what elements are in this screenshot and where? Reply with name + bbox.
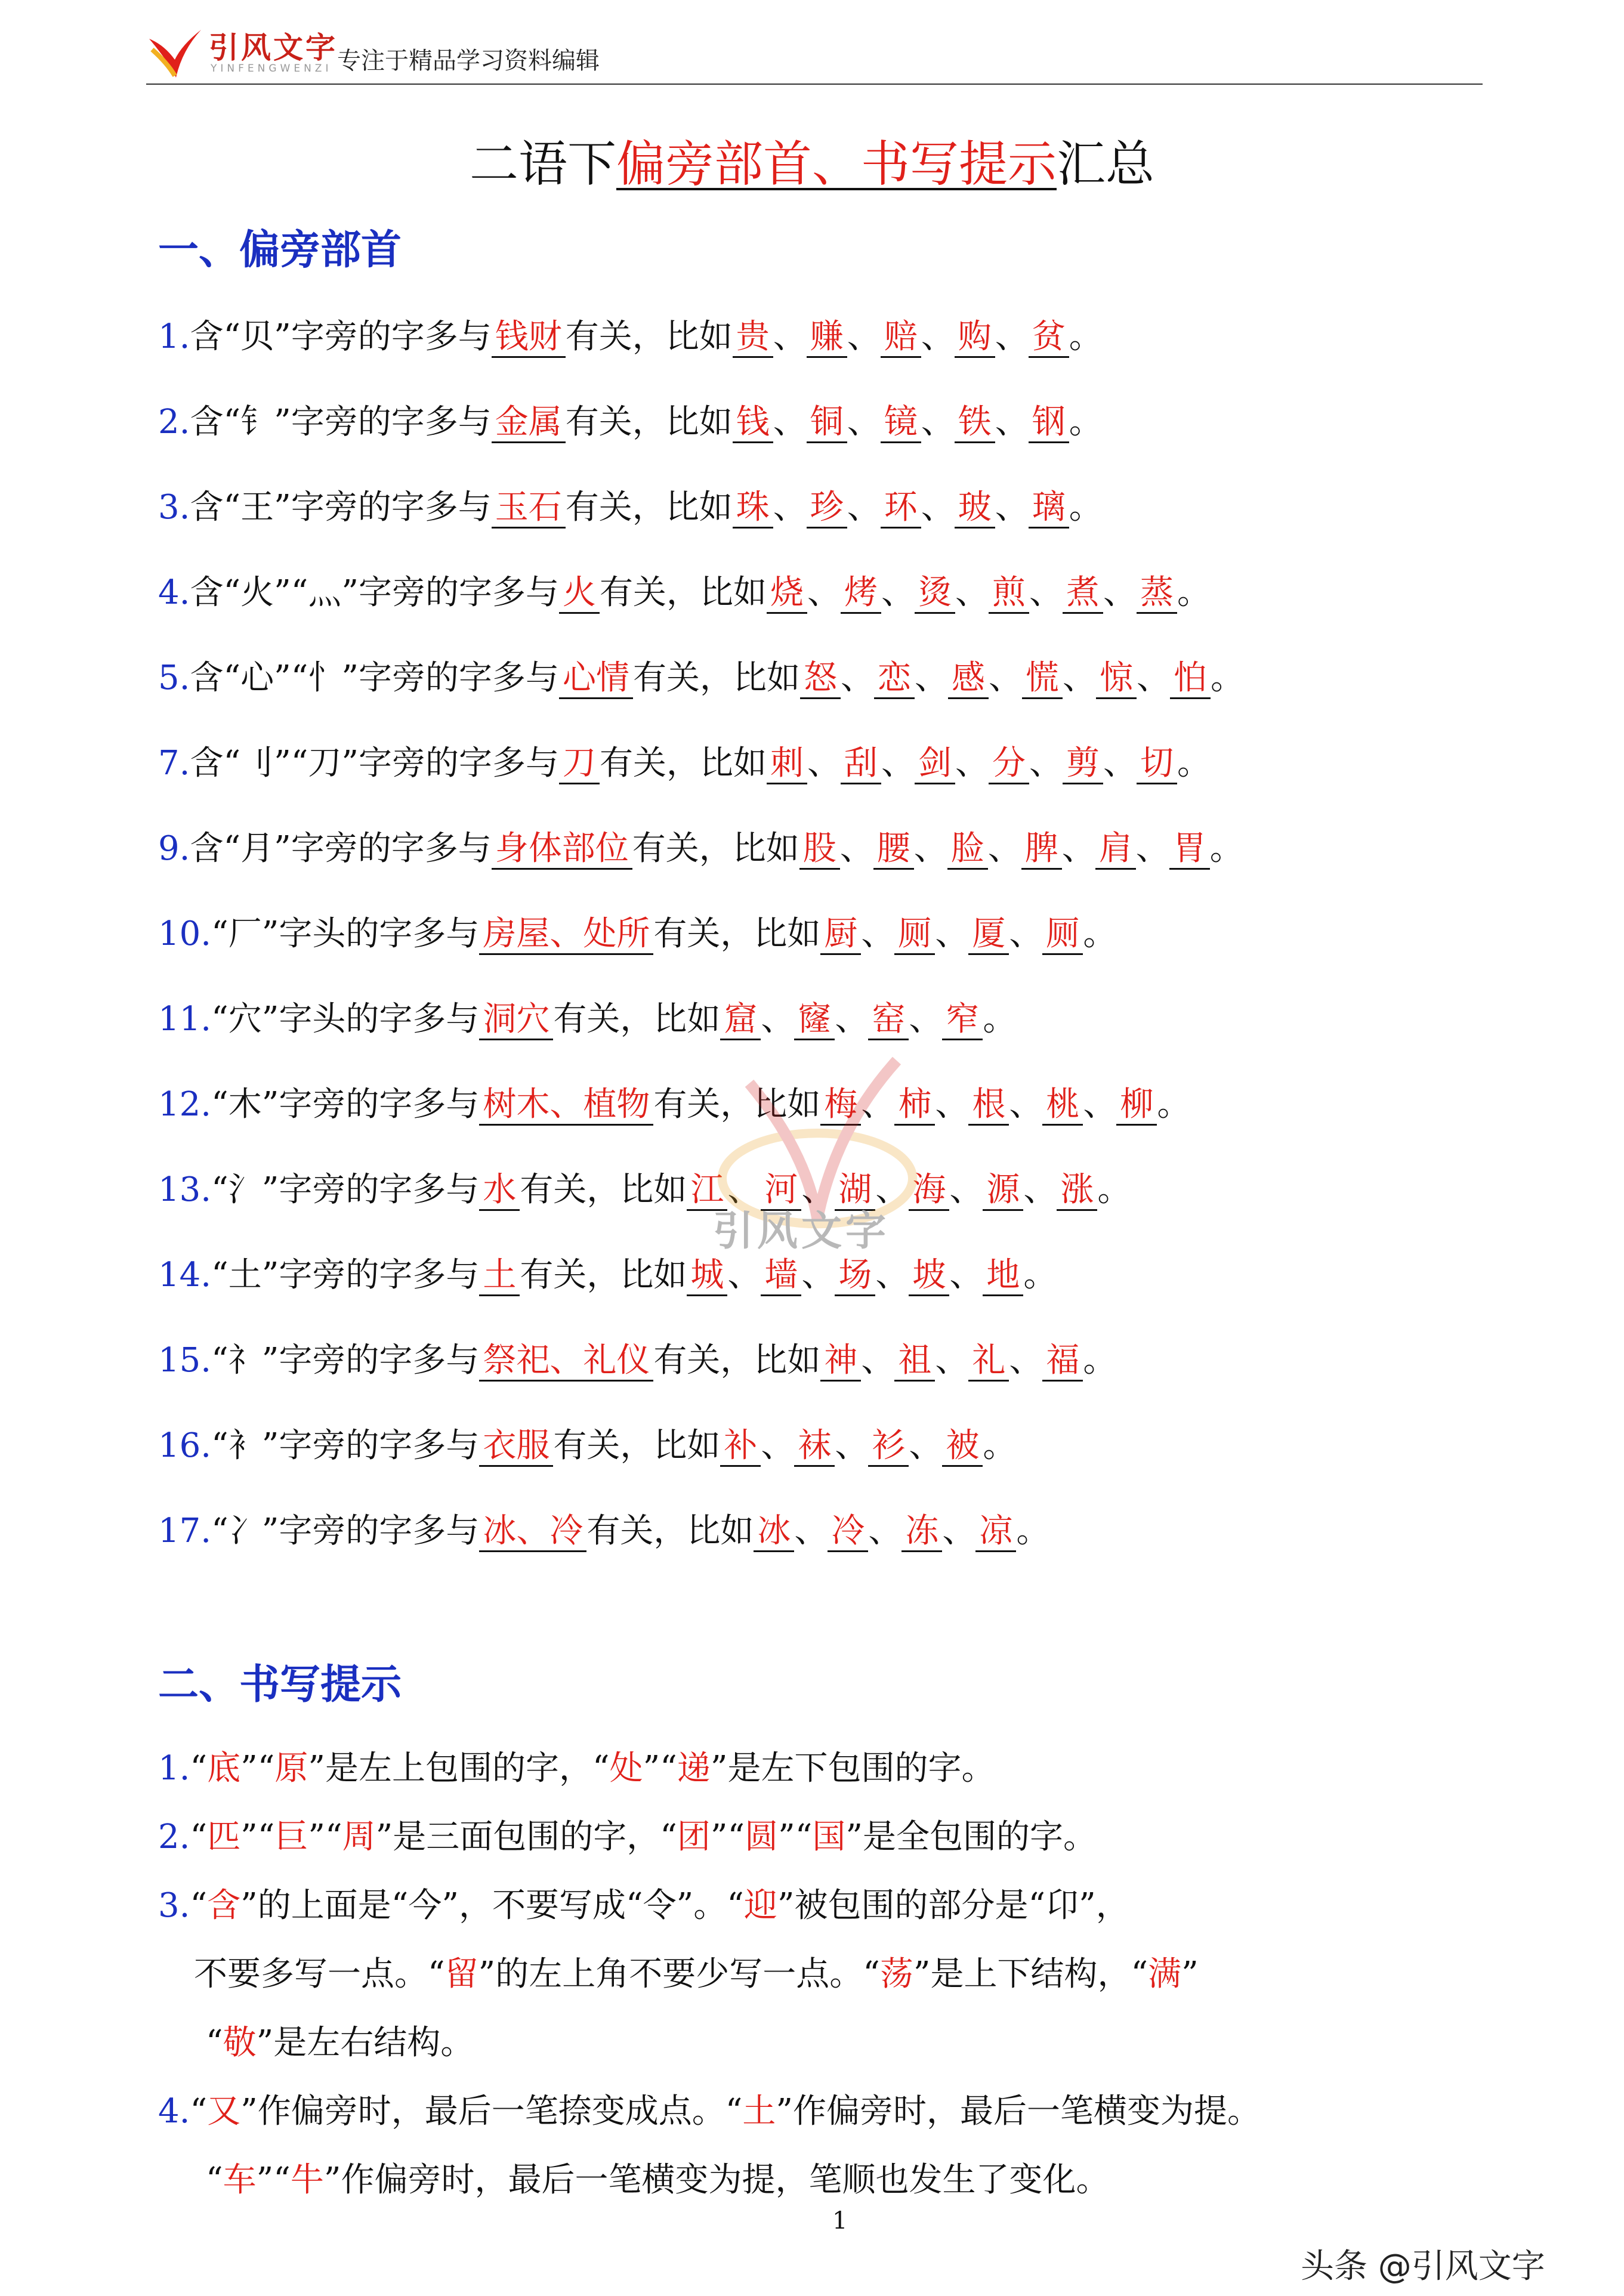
example-char: 被 (942, 1426, 983, 1467)
separator: 、 (801, 1256, 835, 1294)
separator: 、 (935, 914, 969, 953)
line-end: 。 (1083, 1341, 1117, 1380)
line-end: 。 (1016, 1512, 1050, 1550)
tip-line-1: 1.“底”“原”是左上包围的字，“处”“递”是左下包围的字。 (158, 1749, 995, 1788)
radical-line (158, 481, 1103, 529)
tip-line-3c: “敬”是左右结构。 (206, 2023, 474, 2062)
title-prefix: 二语下 (469, 136, 616, 193)
separator: 、 (807, 744, 841, 783)
brand-name: 引风文字 (209, 30, 338, 65)
example-char: 梅 (820, 1085, 861, 1126)
separator: 、 (794, 1512, 828, 1550)
tip-line-2: 2.“匹”“巨”“周”是三面包围的字，“团”“圆”“国”是全包围的字。 (158, 1818, 1097, 1856)
line-end: 。 (1157, 1085, 1191, 1124)
line-topic: 土 (479, 1256, 520, 1296)
example-char: 湖 (835, 1170, 875, 1211)
line-middle: 有关，比如 (653, 914, 821, 953)
example-char: 桃 (1042, 1085, 1083, 1126)
line-topic: 衣服 (479, 1426, 553, 1467)
line-topic: 祭祀、礼仪 (479, 1341, 653, 1382)
example-char: 厨 (820, 914, 861, 955)
example-char: 城 (687, 1256, 727, 1296)
line-middle: 有关，比如 (632, 829, 799, 868)
example-char: 柳 (1116, 1085, 1157, 1126)
line-number: 4. (158, 573, 190, 612)
line-middle: 有关，比如 (553, 1000, 721, 1039)
example-char: 地 (983, 1256, 1023, 1296)
separator: 、 (1009, 914, 1043, 953)
line-topic: 洞穴 (479, 1000, 553, 1040)
separator: 、 (1083, 1085, 1117, 1124)
line-prefix: “冫”字旁的字多与 (211, 1512, 480, 1550)
example-char: 玻 (955, 488, 995, 529)
example-char: 烧 (767, 573, 807, 614)
watermark-text: 引风文字 (713, 1208, 890, 1255)
radical-line (158, 310, 1103, 358)
tip-line-3b: 不要多写一点。“留”的左上角不要少写一点。“荡”是上下结构，“满” (194, 1955, 1199, 1994)
line-number: 10. (158, 914, 212, 953)
separator: 、 (921, 317, 955, 356)
line-end: 。 (1097, 1170, 1131, 1209)
separator: 、 (839, 829, 873, 868)
line-number: 15. (158, 1341, 212, 1380)
separator: 、 (1103, 573, 1137, 612)
separator: 、 (861, 1341, 895, 1380)
separator: 、 (995, 317, 1029, 356)
separator: 、 (847, 403, 881, 441)
line-prefix: “穴”字头的字多与 (211, 1000, 480, 1039)
separator: 、 (840, 659, 874, 697)
line-prefix: 含“王”字旁的字多与 (190, 488, 492, 527)
example-char: 钢 (1029, 403, 1069, 443)
radical-line (158, 737, 1211, 784)
example-char: 赚 (807, 317, 847, 358)
line-prefix: 含“月”字旁的字多与 (190, 829, 492, 868)
separator: 、 (1009, 1085, 1043, 1124)
line-middle: 有关，比如 (520, 1170, 687, 1209)
separator: 、 (955, 744, 989, 783)
line-prefix: “氵”字旁的字多与 (211, 1170, 480, 1209)
line-prefix: 含“火”“灬”字旁的字多与 (190, 573, 559, 612)
line-topic: 火 (559, 573, 600, 614)
separator: 、 (875, 1170, 909, 1209)
separator: 、 (949, 1170, 983, 1209)
line-middle: 有关，比如 (599, 744, 767, 783)
radical-line (158, 822, 1243, 870)
example-char: 坡 (909, 1256, 949, 1296)
example-char: 烫 (915, 573, 955, 614)
example-char: 怒 (800, 659, 841, 699)
separator: 、 (801, 1170, 835, 1209)
separator: 、 (761, 1426, 795, 1465)
line-end: 。 (1210, 659, 1244, 697)
line-number: 14. (158, 1256, 212, 1294)
separator: 、 (935, 1341, 969, 1380)
example-char: 肩 (1095, 829, 1136, 870)
brand-name-en: YINFENGWENZI (211, 63, 332, 75)
example-char: 购 (955, 317, 995, 358)
line-end: 。 (1177, 744, 1211, 783)
example-char: 股 (799, 829, 840, 870)
example-char: 怕 (1170, 659, 1211, 699)
tip-line-3a: 3.“含”的上面是“今”，不要写成“令”。“迎”被包围的部分是“卬”， (158, 1886, 1129, 1925)
example-char: 璃 (1029, 488, 1069, 529)
line-topic: 冰、冷 (479, 1512, 586, 1552)
example-char: 冷 (828, 1512, 868, 1552)
example-char: 江 (687, 1170, 727, 1211)
separator: 、 (955, 573, 989, 612)
example-char: 祖 (894, 1341, 935, 1382)
line-middle: 有关，比如 (565, 403, 733, 441)
separator: 、 (727, 1170, 761, 1209)
line-topic: 刀 (559, 744, 600, 784)
example-char: 袜 (794, 1426, 835, 1467)
line-number: 1. (158, 317, 190, 356)
line-prefix: 含“钅”字旁的字多与 (190, 403, 492, 441)
line-middle: 有关，比如 (586, 1512, 754, 1550)
example-char: 烤 (841, 573, 881, 614)
example-char: 切 (1137, 744, 1177, 784)
line-number: 5. (158, 659, 190, 697)
separator: 、 (1103, 744, 1137, 783)
separator: 、 (949, 1256, 983, 1294)
line-middle: 有关，比如 (599, 573, 767, 612)
line-middle: 有关，比如 (520, 1256, 687, 1294)
separator: 、 (913, 829, 947, 868)
line-middle: 有关，比如 (553, 1426, 721, 1465)
brand-logo-icon (146, 27, 203, 81)
example-char: 脸 (947, 829, 988, 870)
line-end: 。 (1069, 317, 1103, 356)
example-char: 窟 (720, 1000, 761, 1040)
line-number: 13. (158, 1170, 212, 1209)
line-middle: 有关，比如 (632, 659, 800, 697)
example-char: 贵 (733, 317, 773, 358)
separator: 、 (942, 1512, 976, 1550)
example-char: 恋 (874, 659, 915, 699)
line-prefix: “木”字旁的字多与 (211, 1085, 480, 1124)
line-prefix: “厂”字头的字多与 (211, 914, 480, 953)
line-prefix: “礻”字旁的字多与 (211, 1341, 480, 1380)
page-header (146, 18, 1483, 85)
line-prefix: “土”字旁的字多与 (211, 1256, 480, 1294)
line-middle: 有关，比如 (565, 317, 733, 356)
radical-line (158, 1504, 1049, 1552)
separator: 、 (807, 573, 841, 612)
separator: 、 (909, 1000, 943, 1039)
separator: 、 (773, 403, 807, 441)
example-char: 厕 (1042, 914, 1083, 955)
title-suffix: 汇总 (1057, 136, 1155, 193)
example-char: 慌 (1022, 659, 1063, 699)
line-prefix: “衤”字旁的字多与 (211, 1426, 480, 1465)
separator: 、 (1029, 744, 1063, 783)
header-tagline: 专注于精品学习资料编辑 (337, 47, 600, 75)
example-char: 胃 (1169, 829, 1210, 870)
radical-line (158, 395, 1103, 443)
example-char: 煮 (1063, 573, 1103, 614)
radical-line (158, 1163, 1131, 1211)
line-prefix: 含“心”“忄”字旁的字多与 (190, 659, 559, 697)
separator: 、 (881, 573, 915, 612)
example-char: 镜 (881, 403, 921, 443)
radical-line (158, 1078, 1190, 1126)
separator: 、 (995, 488, 1029, 527)
separator: 、 (1136, 659, 1170, 697)
example-char: 厕 (894, 914, 935, 955)
line-topic: 玉石 (492, 488, 566, 529)
line-number: 3. (158, 488, 190, 527)
example-char: 铜 (807, 403, 847, 443)
separator: 、 (861, 1085, 895, 1124)
example-char: 冻 (901, 1512, 942, 1552)
line-topic: 房屋、处所 (479, 914, 653, 955)
example-char: 刺 (767, 744, 807, 784)
line-topic: 心情 (559, 659, 633, 699)
line-number: 16. (158, 1426, 212, 1465)
example-char: 刮 (841, 744, 881, 784)
footer-brand: 头条 @引风文字 (1301, 2247, 1545, 2286)
example-char: 蒸 (1137, 573, 1177, 614)
line-number: 7. (158, 744, 190, 783)
separator: 、 (921, 488, 955, 527)
separator: 、 (995, 403, 1029, 441)
example-char: 墙 (761, 1256, 801, 1296)
separator: 、 (835, 1426, 869, 1465)
example-char: 窑 (868, 1000, 909, 1040)
example-char: 源 (983, 1170, 1023, 1211)
example-char: 福 (1042, 1341, 1083, 1382)
separator: 、 (1061, 829, 1095, 868)
separator: 、 (909, 1426, 943, 1465)
separator: 、 (773, 488, 807, 527)
separator: 、 (935, 1085, 969, 1124)
example-char: 感 (948, 659, 989, 699)
example-char: 柿 (894, 1085, 935, 1126)
example-char: 厦 (968, 914, 1009, 955)
example-char: 窄 (942, 1000, 983, 1040)
separator: 、 (914, 659, 948, 697)
line-end: 。 (1069, 403, 1103, 441)
example-char: 海 (909, 1170, 949, 1211)
separator: 、 (868, 1512, 902, 1550)
separator: 、 (1029, 573, 1063, 612)
line-middle: 有关，比如 (565, 488, 733, 527)
title-highlight: 偏旁部首、书写提示 (616, 136, 1057, 193)
separator: 、 (1023, 1170, 1057, 1209)
separator: 、 (773, 317, 807, 356)
example-char: 涨 (1057, 1170, 1097, 1211)
example-char: 钱 (733, 403, 773, 443)
line-number: 2. (158, 403, 190, 441)
example-char: 环 (881, 488, 921, 529)
line-prefix: 含“贝”字旁的字多与 (190, 317, 492, 356)
radical-line (158, 566, 1211, 614)
example-char: 衫 (868, 1426, 909, 1467)
separator: 、 (861, 914, 895, 953)
page-title (0, 125, 1624, 195)
separator: 、 (727, 1256, 761, 1294)
separator: 、 (847, 488, 881, 527)
example-char: 剑 (915, 744, 955, 784)
line-topic: 水 (479, 1170, 520, 1211)
example-char: 煎 (989, 573, 1029, 614)
radical-line (158, 993, 1016, 1040)
example-char: 河 (761, 1170, 801, 1211)
example-char: 珠 (733, 488, 773, 529)
example-char: 剪 (1063, 744, 1103, 784)
separator: 、 (835, 1000, 869, 1039)
example-char: 铁 (955, 403, 995, 443)
separator: 、 (1135, 829, 1169, 868)
radical-line (158, 1334, 1116, 1382)
example-char: 赔 (881, 317, 921, 358)
line-end: 。 (1209, 829, 1243, 868)
line-end: 。 (983, 1000, 1017, 1039)
section1-heading: 一、偏旁部首 (158, 227, 402, 274)
separator: 、 (881, 744, 915, 783)
example-char: 补 (720, 1426, 761, 1467)
example-char: 珍 (807, 488, 847, 529)
line-end: 。 (1177, 573, 1211, 612)
line-topic: 钱财 (492, 317, 566, 358)
example-char: 凉 (975, 1512, 1016, 1552)
line-end: 。 (1023, 1256, 1057, 1294)
example-char: 神 (820, 1341, 861, 1382)
line-prefix: 含“刂”“刀”字旁的字多与 (190, 744, 559, 783)
line-topic: 金属 (492, 403, 566, 443)
line-end: 。 (983, 1426, 1017, 1465)
example-char: 场 (835, 1256, 875, 1296)
line-number: 11. (158, 1000, 212, 1039)
radical-line (158, 907, 1116, 955)
example-char: 腰 (873, 829, 914, 870)
line-number: 17. (158, 1512, 212, 1550)
separator: 、 (988, 659, 1022, 697)
radical-line (158, 1419, 1016, 1467)
example-char: 贫 (1029, 317, 1069, 358)
separator: 、 (875, 1256, 909, 1294)
line-end: 。 (1083, 914, 1117, 953)
section2-heading: 二、书写提示 (158, 1661, 402, 1708)
separator: 、 (761, 1000, 795, 1039)
line-middle: 有关，比如 (653, 1085, 821, 1124)
line-end: 。 (1069, 488, 1103, 527)
separator: 、 (1009, 1341, 1043, 1380)
separator: 、 (1062, 659, 1096, 697)
line-number: 9. (158, 829, 190, 868)
example-char: 礼 (968, 1341, 1009, 1382)
line-topic: 身体部位 (492, 829, 632, 870)
example-char: 脾 (1021, 829, 1062, 870)
example-char: 冰 (754, 1512, 794, 1552)
radical-line (158, 651, 1244, 699)
line-topic: 树木、植物 (479, 1085, 653, 1126)
example-char: 窿 (794, 1000, 835, 1040)
tip-line-4a: 4.“又”作偏旁时，最后一笔捺变成点。“土”作偏旁时，最后一笔横变为提。 (158, 2092, 1261, 2131)
separator: 、 (847, 317, 881, 356)
page-number: 1 (832, 2207, 848, 2235)
separator: 、 (921, 403, 955, 441)
separator: 、 (987, 829, 1021, 868)
example-char: 根 (968, 1085, 1009, 1126)
tip-line-4b: “车”“牛”作偏旁时，最后一笔横变为提，笔顺也发生了变化。 (206, 2161, 1110, 2199)
line-middle: 有关，比如 (653, 1341, 821, 1380)
line-number: 12. (158, 1085, 212, 1124)
example-char: 分 (989, 744, 1029, 784)
example-char: 惊 (1096, 659, 1137, 699)
